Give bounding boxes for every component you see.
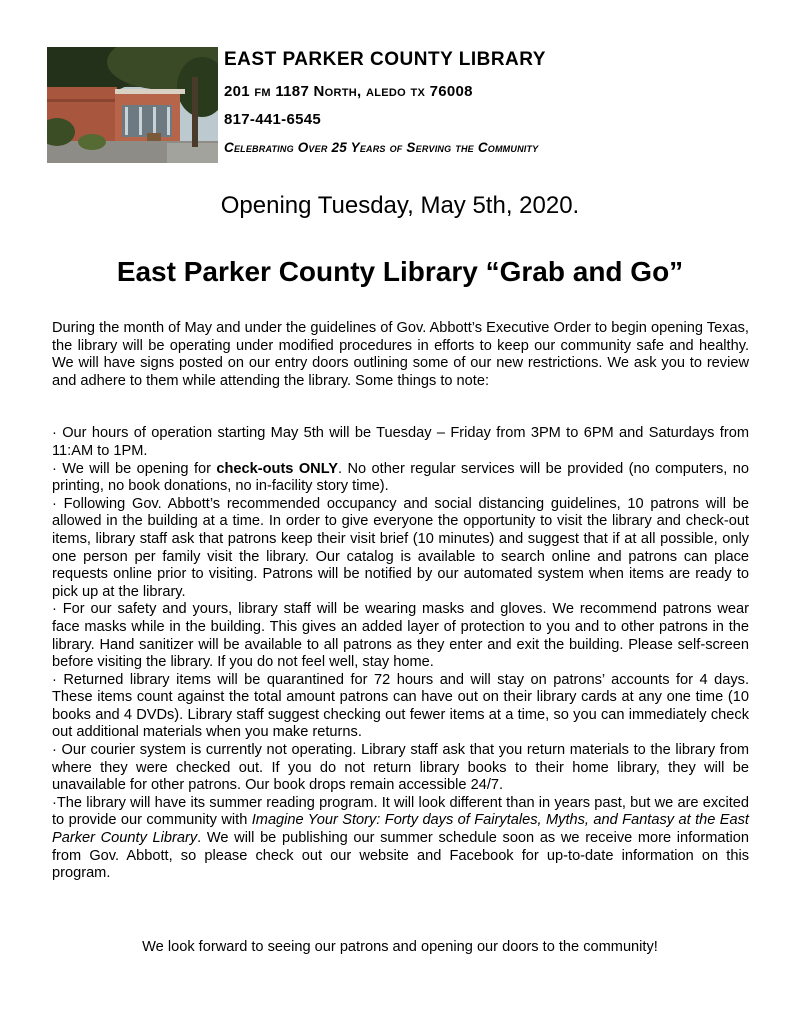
bullet-occupancy: · Following Gov. Abbott’s recommended occupancy and social distancing guidelines, 10 patrons will be allowed in the building at a time. In order to give everyone the opportunity to visit the library and check-out items, library staff ask that patrons keep their visit brief (10 minutes) and suggest that if at all possible, only one person per family visit the library. Our catalog is available to search online and patrons can place requests online prior to visiting. Patrons will be notified by our automated system when items are ready to pick up at the library. [52, 495, 749, 600]
summer-text-end: . We will be publishing our summer schedule soon as we receive more information from Gov. Abbott, so please check out our website and Facebook for up-to-date information on this program. [52, 830, 749, 882]
body-content [52, 320, 749, 883]
bullet-safety: · For our safety and yours, library staff will be wearing masks and gloves. We recommend patrons wear face masks while in the building. This gives an added layer of protection to you and to other patrons in the library. Hand sanitizer will be available to all patrons as they enter and exit the building. Please self-screen before visiting the library. If you do not feel well, stay home. [52, 601, 749, 671]
checkouts-only-emphasis: check-outs ONLY [216, 460, 339, 477]
summer-text-start: ·The library will have its summer reading program. It will look different than in years past, but we are excited to provide our community with [52, 794, 749, 829]
letterhead-text [224, 47, 744, 156]
letterhead-header [47, 47, 747, 164]
intro-paragraph: During the month of May and under the guidelines of Gov. Abbott’s Executive Order to begin opening Texas, the library will be operating under modified procedures in efforts to keep our community safe and healthy. We will have signs posted on our entry doors outlining some of our new restrictions. We ask you to review and adhere to them while attending the library. Some things to note: [52, 320, 749, 389]
page-title: East Parker County Library “Grab and Go” [116, 256, 684, 287]
library-address: 201 fm 1187 North, aledo tx 76008 [224, 83, 473, 100]
library-name: EAST PARKER COUNTY LIBRARY [224, 49, 546, 70]
library-building-photo [47, 47, 218, 163]
library-tagline: Celebrating Over 25 Years of Serving the Community [224, 140, 539, 155]
closing-line: We look forward to seeing our patrons and opening our doors to the community! [142, 939, 658, 955]
checkouts-text-start: · We will be opening for [52, 460, 217, 477]
bullet-summer-reading [52, 795, 749, 883]
bullet-courier: · Our courier system is currently not operating. Library staff ask that you return materials to the library from where they were checked out. If you do not return library books to their home library, they will be unavailable for other patrons. Our book drops remain accessible 24/7. [52, 742, 749, 794]
library-phone: 817-441-6545 [224, 111, 322, 128]
bullet-hours: · Our hours of operation starting May 5th will be Tuesday – Friday from 3PM to 6PM and Saturdays from 11:AM to 1PM. [52, 425, 749, 459]
opening-date: Opening Tuesday, May 5th, 2020. [220, 192, 580, 219]
bullet-returns: · Returned library items will be quarantined for 72 hours and will stay on patrons’ accounts for 4 days. These items count against the total amount patrons can have out on their library cards at any one time (10 books and 4 DVDs). Library staff suggest checking out fewer items at a time, so you can immediately check out additional materials when you make returns. [52, 671, 749, 741]
checkouts-text-end: . No other regular services will be provided (no computers, no printing, no book donations, no in-facility story time). [52, 460, 749, 495]
bullet-checkouts [52, 461, 749, 496]
summer-program-title: Imagine Your Story: Forty days of Fairytales, Myths, and Fantasy at the East Parker County Library [52, 812, 749, 847]
